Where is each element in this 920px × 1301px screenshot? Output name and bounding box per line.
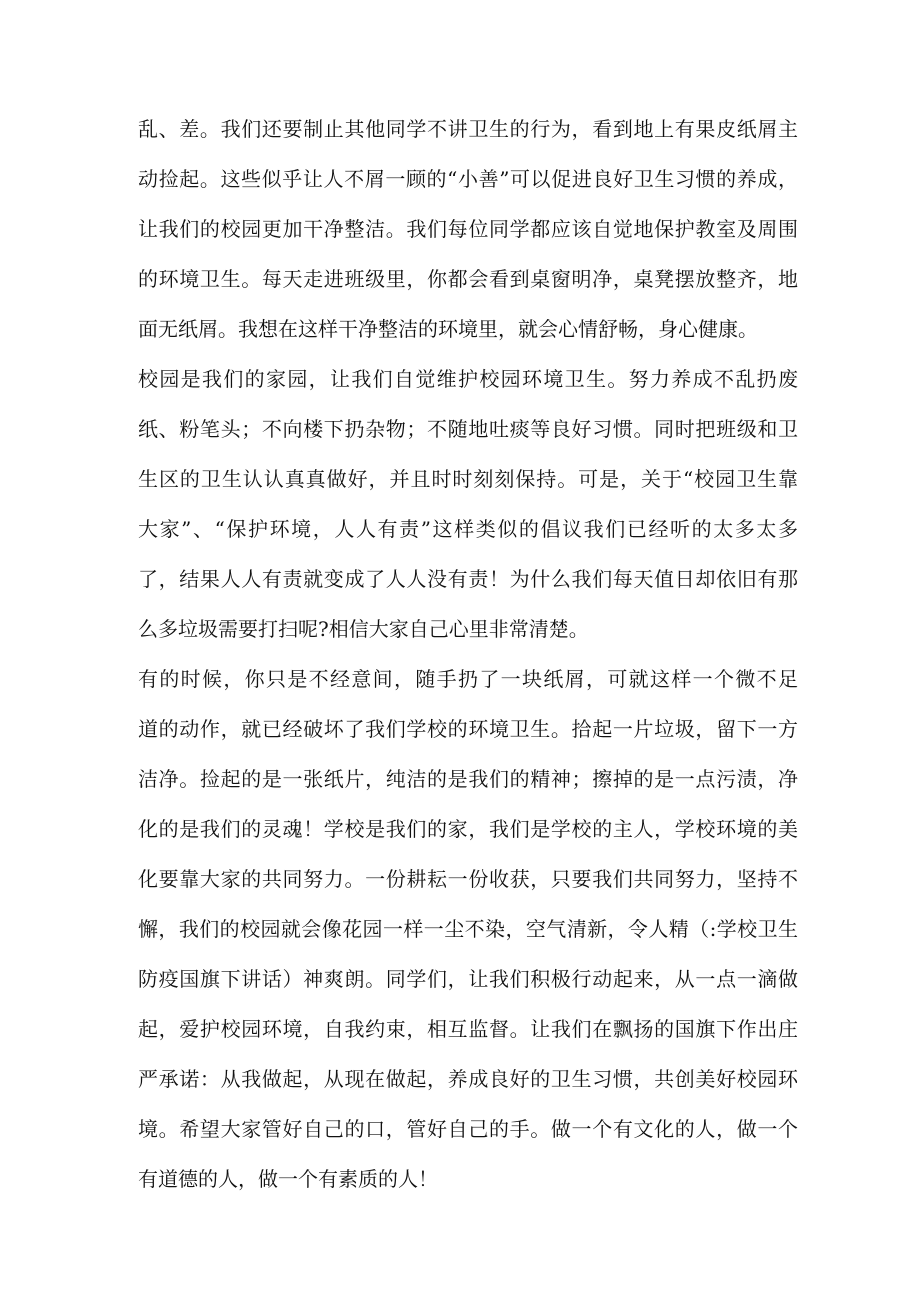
text-line: 严承诺：从我做起，从现在做起，养成良好的卫生习惯，共创美好校园环 [138,1067,798,1091]
text-line: 化要靠大家的共同努力。一份耕耘一份收获，只要我们共同努力，坚持不 [138,867,798,891]
text-line: 的环境卫生。每天走进班级里，你都会看到桌窗明净，桌凳摆放整齐，地 [138,267,798,291]
text-line: 起，爱护校园环境，自我约束，相互监督。让我们在飘扬的国旗下作出庄 [138,1017,798,1041]
text-line: 了，结果人人有责就变成了人人没有责！为什么我们每天值日却依旧有那 [138,567,798,591]
text-line: 么多垃圾需要打扫呢?相信大家自己心里非常清楚。 [138,617,589,641]
text-line: 大家”、“保护环境，人人有责”这样类似的倡议我们已经听的太多太多 [138,517,798,541]
text-line: 生区的卫生认认真真做好，并且时时刻刻保持。可是，关于“校园卫生靠 [138,467,798,491]
text-line: 乱、差。我们还要制止其他同学不讲卫生的行为，看到地上有果皮纸屑主 [138,117,798,141]
text-line: 动捡起。这些似乎让人不屑一顾的“小善”可以促进良好卫生习惯的养成， [138,167,798,191]
text-line: 面无纸屑。我想在这样干净整洁的环境里，就会心情舒畅，身心健康。 [138,317,758,341]
text-line: 让我们的校园更加干净整洁。我们每位同学都应该自觉地保护教室及周围 [138,217,798,241]
paragraph-start-line: 有的时候，你只是不经意间，随手扔了一块纸屑，可就这样一个微不足 [138,667,798,691]
text-line: 防疫国旗下讲话）神爽朗。同学们，让我们积极行动起来，从一点一滴做 [138,967,798,991]
paragraph-start-line: 校园是我们的家园，让我们自觉维护校园环境卫生。努力养成不乱扔废 [138,367,798,391]
text-line: 纸、粉笔头；不向楼下扔杂物；不随地吐痰等良好习惯。同时把班级和卫 [138,417,798,441]
text-line: 道的动作，就已经破坏了我们学校的环境卫生。拾起一片垃圾，留下一方 [138,717,798,741]
text-line: 懈，我们的校园就会像花园一样一尘不染，空气清新，令人精（:学校卫生 [138,917,798,941]
text-line: 化的是我们的灵魂！学校是我们的家，我们是学校的主人，学校环境的美 [138,817,798,841]
text-line: 有道德的人，做一个有素质的人！ [138,1167,438,1191]
text-line: 洁净。捡起的是一张纸片，纯洁的是我们的精神；擦掉的是一点污渍，净 [138,767,798,791]
text-line: 境。希望大家管好自己的口，管好自己的手。做一个有文化的人，做一个 [138,1117,798,1141]
